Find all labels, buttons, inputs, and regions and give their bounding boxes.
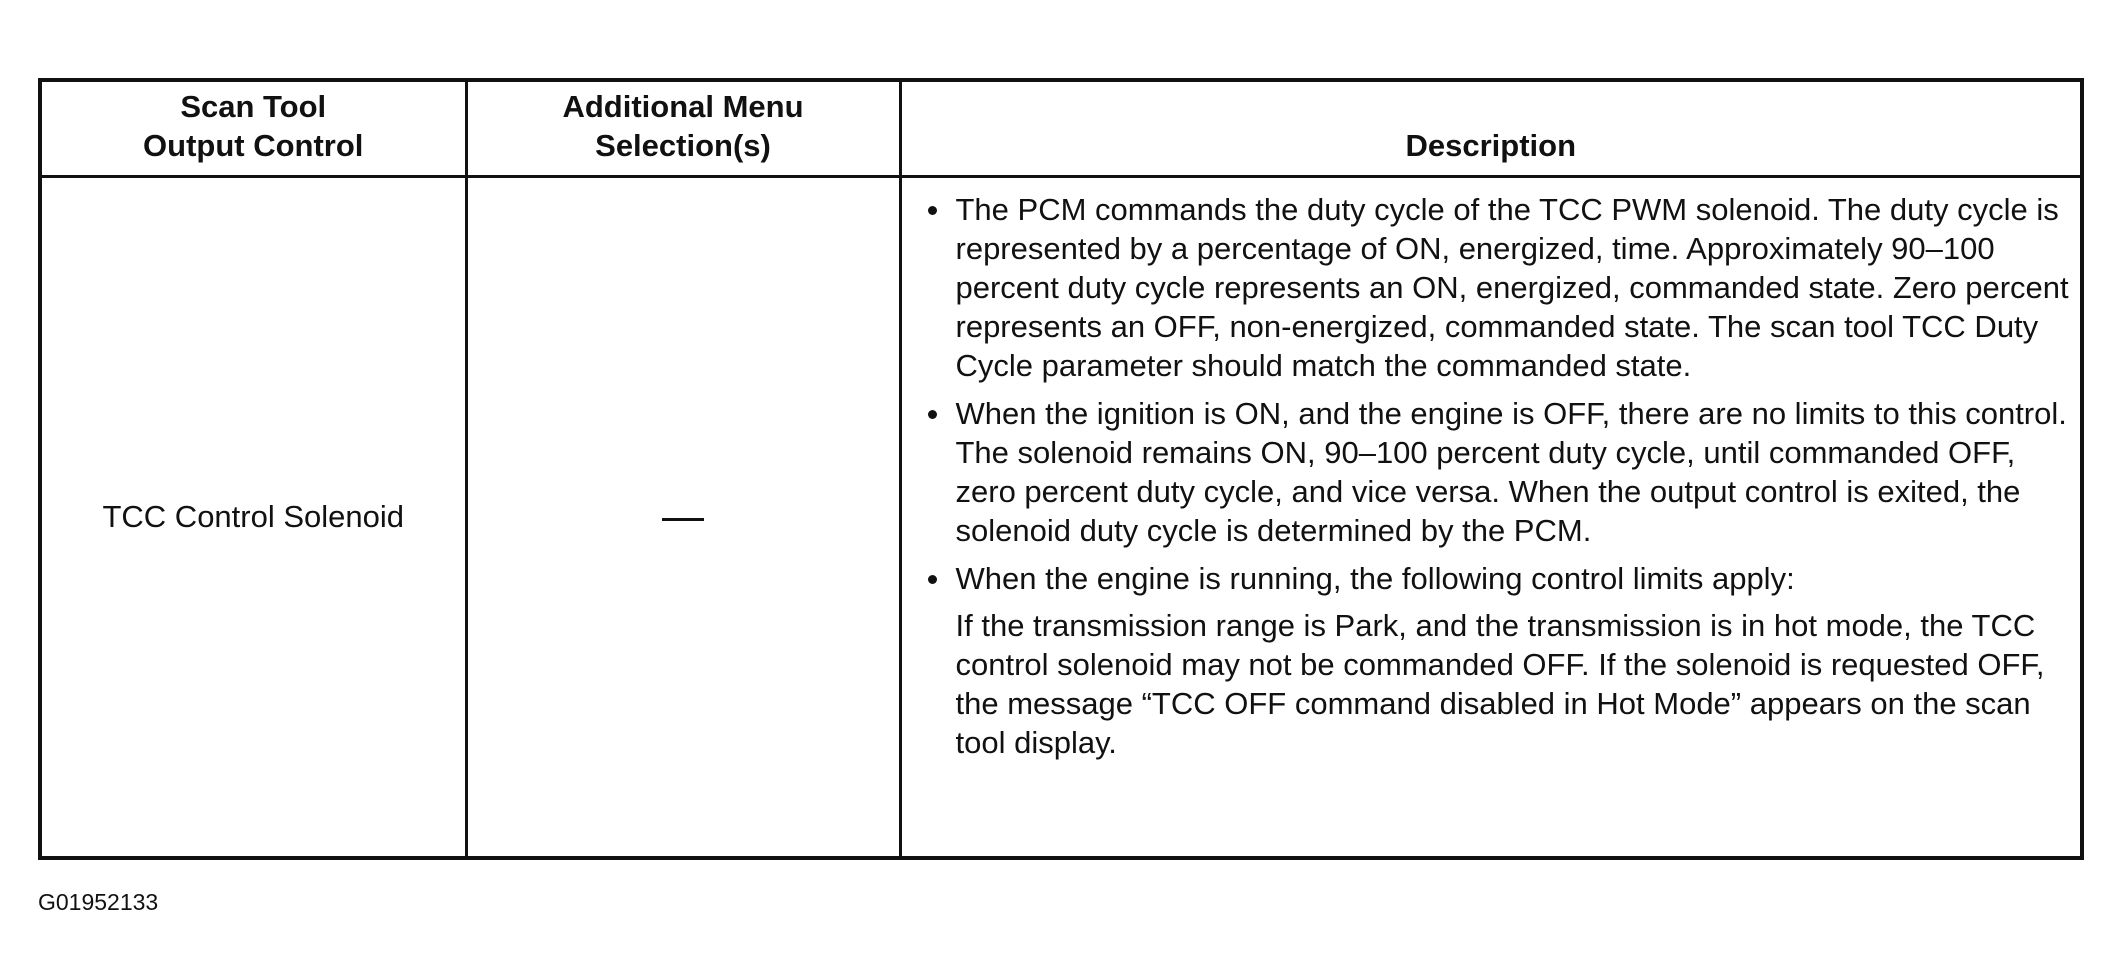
bullet-text: When the ignition is ON, and the engine is OFF, there are no limits to this control. The solenoid remains ON, 90–100 percent duty cycle, until commanded OFF, zero percent duty cycle, and vice versa. When the output control is exited, the solenoid duty cycle is determined by the PCM. (955, 395, 2067, 548)
figure-id: G01952133 (38, 889, 159, 915)
header-line: Additional Menu (562, 88, 804, 124)
output-control-grid (42, 82, 2080, 856)
menu-selection-value (704, 497, 705, 498)
description-cell (900, 176, 2080, 856)
bullet-item (912, 190, 2071, 385)
bullet-icon (928, 575, 937, 584)
header-additional-menu-selections (466, 82, 900, 176)
output-control-name: TCC Control Solenoid (42, 176, 466, 856)
header-line: Scan Tool (180, 88, 327, 124)
table-header-row (42, 82, 2080, 176)
bullet-icon (928, 410, 937, 419)
bullet-sub-paragraph: If the transmission range is Park, and the transmission is in hot mode, the TCC control solenoid may not be commanded OFF. If the solenoid is requested OFF, the message “TCC OFF command disabled in Hot Mode” appears on the scan tool display. (955, 607, 2045, 760)
bullet-icon (928, 206, 937, 215)
bullet-item (912, 559, 2071, 762)
bullet-item (912, 394, 2071, 550)
description-bullets (912, 190, 2071, 762)
header-line: Output Control (143, 127, 364, 163)
menu-selection-cell (466, 176, 900, 856)
header-line: Selection(s) (595, 127, 771, 163)
bullet-text: When the engine is running, the following control limits apply: (955, 560, 1795, 596)
header-description (900, 82, 2080, 176)
header-scan-tool-output-control (42, 82, 466, 176)
header-line: Description (1405, 127, 1577, 163)
table-row (42, 176, 2080, 856)
output-control-table (38, 78, 2084, 860)
bullet-text: The PCM commands the duty cycle of the TCC PWM solenoid. The duty cycle is represented by a percentage of ON, energized, time. Approximately 90–100 percent duty cycle represents an ON, energized, commanded state. Zero percent represents an OFF, non-energized, commanded state. The scan tool TCC Duty Cycle parameter should match the commanded state. (955, 191, 2069, 383)
em-dash-mark (662, 518, 704, 521)
